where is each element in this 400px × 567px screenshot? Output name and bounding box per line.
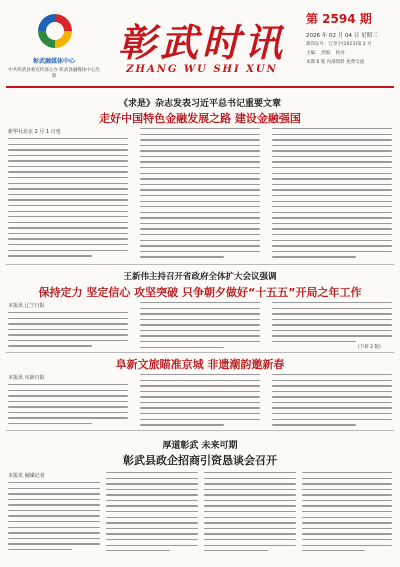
story2-column-2 <box>140 302 260 352</box>
section-divider <box>6 264 394 265</box>
section-divider <box>6 430 394 431</box>
story2-byline: 本报讯 辽宁日报 <box>8 303 45 309</box>
issue-line: 准印证号：辽阜字(2023)第 2 号 <box>306 42 372 47</box>
issue-line: 主编： 责编： 校对： <box>306 51 350 56</box>
masthead <box>0 0 400 92</box>
media-center-logo-icon <box>38 14 72 48</box>
issue-date: 2026 年 02 月 04 日 星期三 <box>306 33 378 39</box>
story2-column-3 <box>272 302 392 347</box>
logo-label: 彰武融媒体中心 <box>32 58 75 65</box>
paper-pinyin: ZHANG WU SHI XUN <box>126 64 278 75</box>
story2-continued: (下转 2 版) <box>358 345 381 350</box>
story1-column-1 <box>8 138 128 261</box>
story4-column-4 <box>302 472 392 556</box>
issue-number: 第 2594 期 <box>306 12 372 26</box>
story1-column-3 <box>272 128 392 262</box>
story3-column-2 <box>140 374 260 430</box>
story3-byline: 本报讯 阜新日报 <box>8 375 45 381</box>
story2-headline: 保持定力 坚定信心 攻坚突破 只争朝夕做好“十五五”开局之年工作 <box>38 286 362 299</box>
story1-byline: 新华社北京 2 月 1 日电 <box>8 129 61 135</box>
story3-headline: 阜新文旅瞄准京城 非遗潮韵邀新春 <box>115 358 285 371</box>
story4-headline: 彰武县政企招商引资恳谈会召开 <box>123 454 277 467</box>
story1-kicker: 《求是》杂志发表习近平总书记重要文章 <box>118 99 281 109</box>
story2-kicker: 王新伟主持召开省政府全体扩大会议强调 <box>123 272 277 282</box>
issue-info <box>306 10 392 66</box>
masthead-rule <box>6 86 394 88</box>
story4-column-2 <box>106 472 198 556</box>
story4-byline: 本报讯 融媒记者 <box>8 473 45 479</box>
story4-kicker: 厚道彰武 未来可期 <box>162 441 238 451</box>
section-divider <box>6 352 394 353</box>
story3-column-1 <box>8 384 128 429</box>
story1-column-2 <box>140 128 260 262</box>
publisher-note: 中共彰武县委宣传部主办 彰武县融媒体中心出版 <box>8 68 100 79</box>
story1-headline: 走好中国特色金融发展之路 建设金融强国 <box>99 112 301 125</box>
paper-name: 彰武时讯 <box>117 20 286 65</box>
story2-column-1 <box>8 312 128 351</box>
story4-column-1 <box>8 482 100 555</box>
story4-column-3 <box>204 472 296 556</box>
issue-line: 本期 8 版 内部资料 免费交流 <box>306 60 365 65</box>
story3-column-3 <box>272 374 392 430</box>
